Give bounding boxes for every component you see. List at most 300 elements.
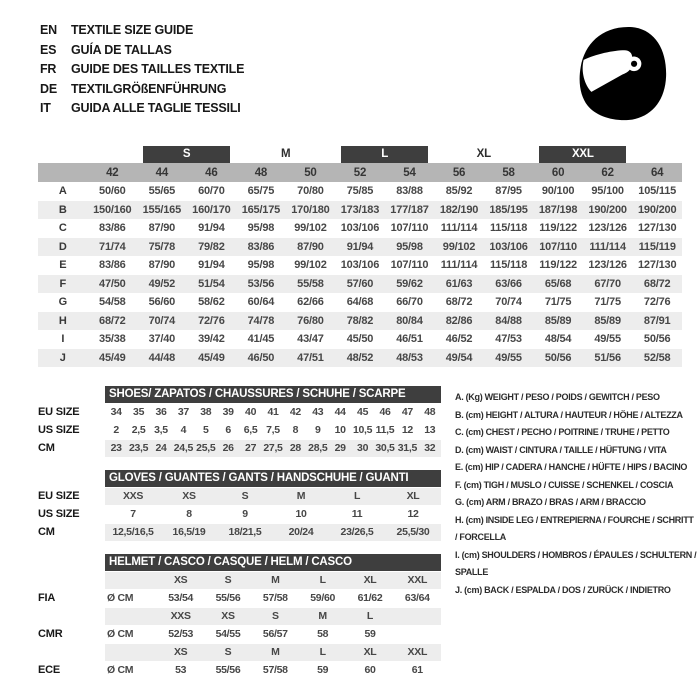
size-value: 54/58 bbox=[99, 296, 126, 309]
spacer-cell bbox=[105, 644, 157, 661]
size-value: 42 bbox=[289, 406, 301, 418]
size-value: 87/95 bbox=[495, 185, 522, 198]
row-letter: A bbox=[58, 185, 67, 198]
row-letter: C bbox=[58, 222, 67, 235]
size-value: 48/53 bbox=[385, 349, 435, 368]
language-title: TEXTILE SIZE GUIDE bbox=[71, 23, 194, 37]
size-value: 6,5 bbox=[243, 424, 258, 436]
language-code: IT bbox=[40, 101, 51, 115]
language-code: ES bbox=[40, 42, 57, 57]
helmet-size-label: XS bbox=[221, 610, 235, 622]
helmet-size-label: XXL bbox=[407, 646, 428, 658]
size-value: 49/55 bbox=[484, 349, 534, 368]
size-value: 185/195 bbox=[484, 201, 534, 220]
size-value: 16,5/19 bbox=[172, 526, 206, 538]
textile-size-table bbox=[38, 145, 682, 367]
size-value: 51/56 bbox=[583, 349, 633, 368]
helmet-size-label: XL bbox=[363, 574, 377, 586]
size-value: 10 bbox=[334, 424, 346, 436]
size-value: 75/78 bbox=[137, 238, 187, 257]
size-group-l: L bbox=[341, 146, 428, 163]
size-value: 43 bbox=[312, 406, 324, 418]
size-column-header: 60 bbox=[533, 163, 583, 182]
size-value: 82/86 bbox=[434, 312, 484, 331]
size-value: 71/74 bbox=[88, 238, 138, 257]
size-value: 160/170 bbox=[187, 201, 237, 220]
helmet-value-row-cmr bbox=[38, 626, 442, 643]
size-value: 2 bbox=[113, 424, 119, 436]
size-value: 57/58 bbox=[262, 664, 288, 676]
size-value: 50/60 bbox=[99, 185, 126, 198]
row-letter: I bbox=[61, 333, 65, 346]
unit-label: Ø CM bbox=[107, 592, 134, 604]
gloves-section-row bbox=[38, 506, 442, 523]
size-value: 40 bbox=[245, 406, 257, 418]
size-value: 111/114 bbox=[583, 238, 633, 257]
helmet-size-label: L bbox=[366, 610, 374, 622]
size-value: 105/115 bbox=[638, 185, 677, 198]
size-value: 48 bbox=[424, 406, 436, 418]
size-value: 24,5 bbox=[173, 442, 194, 454]
size-value: 28 bbox=[289, 442, 301, 454]
size-value: 18/21,5 bbox=[228, 526, 262, 538]
legend-item: H. (cm) INSIDE LEG / ENTREPIERNA / FOURCHE / SCHRITT / FORCELLA bbox=[455, 514, 694, 542]
size-value: 115/119 bbox=[632, 238, 682, 257]
size-value: 155/165 bbox=[137, 201, 187, 220]
helmet-size-label: XXS bbox=[170, 610, 191, 622]
gloves-section bbox=[38, 470, 442, 541]
size-value: 60 bbox=[364, 664, 376, 676]
row-letter: G bbox=[58, 296, 67, 309]
size-value: 74/78 bbox=[236, 312, 286, 331]
size-value: 70/74 bbox=[495, 296, 522, 309]
row-label: EU SIZE bbox=[38, 406, 80, 418]
size-value: 45/49 bbox=[187, 349, 237, 368]
size-column-header: 44 bbox=[137, 163, 187, 182]
size-value: 187/198 bbox=[533, 201, 583, 220]
size-value: 85/92 bbox=[445, 185, 473, 198]
size-value: 34 bbox=[110, 406, 122, 418]
size-value: 59/62 bbox=[385, 275, 435, 294]
unit-label: Ø CM bbox=[107, 628, 134, 640]
size-value: 39/42 bbox=[198, 333, 225, 346]
size-value: 12,5/16,5 bbox=[112, 526, 154, 538]
size-value: 46 bbox=[379, 406, 391, 418]
size-value: 41/45 bbox=[247, 333, 275, 346]
size-value: 36 bbox=[155, 406, 167, 418]
size-value: 25,5/30 bbox=[396, 526, 430, 538]
size-value: 62/66 bbox=[297, 296, 324, 309]
measure-row-h bbox=[38, 312, 682, 331]
size-value: 67/70 bbox=[583, 275, 633, 294]
size-column-header: 56 bbox=[434, 163, 484, 182]
size-value: 79/82 bbox=[187, 238, 237, 257]
size-value: 59 bbox=[317, 664, 329, 676]
size-value: 26 bbox=[222, 442, 234, 454]
size-value: S bbox=[241, 490, 249, 502]
legend-item: G. (cm) ARM / BRAZO / BRAS / ARM / BRACCIO bbox=[455, 497, 646, 507]
size-value: 55/65 bbox=[148, 185, 176, 198]
size-value: 6 bbox=[225, 424, 231, 436]
size-value: 53 bbox=[175, 664, 187, 676]
size-value: 68/72 bbox=[445, 296, 473, 309]
size-value: 52/58 bbox=[632, 349, 682, 368]
measure-row-c bbox=[38, 219, 682, 238]
size-value: 20/24 bbox=[288, 526, 314, 538]
row-letter: D bbox=[38, 238, 88, 257]
size-value: 56/57 bbox=[262, 628, 288, 640]
size-value: 107/110 bbox=[390, 222, 429, 235]
size-value: 72/76 bbox=[187, 312, 237, 331]
measure-row-d bbox=[38, 238, 682, 257]
size-value: 10 bbox=[295, 508, 307, 520]
size-value: 46/52 bbox=[445, 333, 473, 346]
size-value: 49/55 bbox=[594, 333, 621, 346]
size-value: 65/68 bbox=[533, 275, 583, 294]
size-value: 57/58 bbox=[262, 592, 288, 604]
size-value: 95/100 bbox=[591, 185, 624, 198]
size-value: 7,5 bbox=[266, 424, 280, 436]
size-value: 47/51 bbox=[286, 349, 336, 368]
size-value: 68/72 bbox=[632, 275, 682, 294]
size-value: 71/75 bbox=[594, 296, 621, 309]
size-value: 91/94 bbox=[198, 259, 225, 272]
size-value: 4 bbox=[180, 424, 187, 436]
size-value: 190/200 bbox=[583, 201, 633, 220]
size-value: 83/86 bbox=[99, 259, 126, 272]
helmet-size-label: M bbox=[271, 646, 280, 658]
spacer-cell bbox=[105, 608, 157, 625]
measure-row-i bbox=[38, 330, 682, 349]
size-value: 51/54 bbox=[187, 275, 237, 294]
size-value: 23,5 bbox=[128, 442, 149, 454]
size-value: 91/94 bbox=[335, 238, 385, 257]
size-value: 111/114 bbox=[440, 222, 478, 235]
size-value: 80/84 bbox=[385, 312, 435, 331]
size-value: 78/82 bbox=[335, 312, 385, 331]
size-value: 32 bbox=[424, 442, 436, 454]
size-value: 58 bbox=[317, 628, 329, 640]
size-value: 115/118 bbox=[489, 222, 528, 235]
size-value: 103/106 bbox=[340, 259, 380, 272]
size-column-header: 54 bbox=[385, 163, 435, 182]
size-value: 60/70 bbox=[198, 185, 225, 198]
helmet-size-row bbox=[38, 608, 442, 625]
spacer-cell bbox=[38, 163, 88, 182]
size-value: 63/66 bbox=[484, 275, 534, 294]
gloves-title-bar: GLOVES / GUANTES / GANTS / HANDSCHUHE / GUANTI bbox=[105, 470, 441, 487]
size-value: 50/56 bbox=[643, 333, 671, 346]
size-value: 9 bbox=[242, 508, 248, 520]
size-group-xl: XL bbox=[476, 147, 491, 160]
shoes-title-bar: SHOES/ ZAPATOS / CHAUSSURES / SCHUHE / SCARPE bbox=[105, 386, 441, 403]
size-value: 119/122 bbox=[539, 222, 577, 235]
size-value: 55/56 bbox=[215, 664, 241, 676]
size-value: L bbox=[353, 490, 361, 502]
legend-item: D. (cm) WAIST / CINTURA / TAILLE / HÜFTUNG / VITA bbox=[455, 444, 667, 455]
size-value: 43/47 bbox=[297, 333, 324, 346]
size-value: 55/58 bbox=[286, 275, 336, 294]
size-value: 8 bbox=[186, 508, 192, 520]
size-value: 52/53 bbox=[168, 628, 194, 640]
size-value: 84/88 bbox=[484, 312, 534, 331]
language-title: GUÍA DE TALLAS bbox=[71, 42, 172, 57]
helmet-section bbox=[38, 554, 442, 679]
shoes-section-row bbox=[38, 440, 442, 457]
size-value: 46/50 bbox=[236, 349, 286, 368]
size-value: 3,5 bbox=[154, 424, 168, 436]
row-label: US SIZE bbox=[38, 508, 80, 520]
size-value: 99/102 bbox=[294, 259, 327, 272]
size-value: 85/89 bbox=[583, 312, 633, 331]
size-value: 11 bbox=[351, 508, 363, 520]
row-label: CM bbox=[38, 442, 55, 454]
size-value: XL bbox=[406, 490, 420, 502]
size-value: 35/38 bbox=[99, 333, 126, 346]
size-value: 45 bbox=[357, 406, 369, 418]
size-value: 39 bbox=[222, 406, 234, 418]
size-value: 63/64 bbox=[404, 592, 430, 604]
size-column-header: 42 bbox=[88, 163, 138, 182]
row-label: EU SIZE bbox=[38, 490, 80, 502]
size-value: 87/90 bbox=[286, 238, 336, 257]
language-title-list bbox=[40, 21, 244, 119]
size-value: 57/60 bbox=[335, 275, 385, 294]
size-value: 70/74 bbox=[137, 312, 187, 331]
helmet-size-label: XL bbox=[363, 646, 377, 658]
size-value: 13 bbox=[424, 424, 436, 436]
row-label: US SIZE bbox=[38, 424, 80, 436]
size-value: 27,5 bbox=[263, 442, 283, 454]
racing-helmet-icon bbox=[572, 23, 669, 124]
size-value: 45/50 bbox=[346, 333, 374, 346]
size-group-s: S bbox=[143, 146, 230, 163]
size-value: 115/118 bbox=[489, 259, 528, 272]
shoes-section-row bbox=[38, 422, 442, 439]
size-value: 12 bbox=[401, 424, 413, 436]
helmet-size-label: XS bbox=[173, 574, 188, 586]
helmet-size-label: M bbox=[318, 610, 327, 622]
size-value: 119/122 bbox=[539, 259, 577, 272]
size-value: 53/54 bbox=[168, 592, 194, 604]
spacer bbox=[38, 386, 105, 403]
legend-item: A. (Kg) WEIGHT / PESO / POIDS / GEWITCH / PESO bbox=[455, 392, 660, 402]
size-value: 60/64 bbox=[247, 296, 275, 309]
helmet-size-label bbox=[394, 608, 441, 625]
size-value: 47/50 bbox=[88, 275, 138, 294]
size-group-xxl: XXL bbox=[539, 146, 626, 163]
size-value: 173/183 bbox=[335, 201, 385, 220]
measure-row-a bbox=[38, 182, 682, 201]
size-group-m: M bbox=[280, 147, 291, 160]
size-value: 75/85 bbox=[346, 185, 374, 198]
measure-row-j bbox=[38, 349, 682, 368]
size-value: 87/91 bbox=[632, 312, 682, 331]
size-value: 35 bbox=[133, 406, 145, 418]
helmet-size-row bbox=[38, 644, 442, 661]
size-value: 61/63 bbox=[434, 275, 484, 294]
size-value: 95/98 bbox=[247, 222, 275, 235]
language-title: TEXTILGRÖßENFÜHRUNG bbox=[71, 81, 227, 96]
size-value: 50/56 bbox=[533, 349, 583, 368]
size-value: 99/102 bbox=[294, 222, 327, 235]
measure-row-e bbox=[38, 256, 682, 275]
size-group-row bbox=[38, 145, 682, 163]
certification-label: ECE bbox=[38, 664, 61, 676]
row-letter: E bbox=[59, 259, 67, 272]
certification-label: FIA bbox=[38, 592, 56, 604]
size-value: 10,5 bbox=[352, 424, 373, 436]
language-line bbox=[40, 99, 244, 119]
row-letter: H bbox=[38, 312, 88, 331]
size-value: 59/60 bbox=[310, 592, 336, 604]
size-value: 46/51 bbox=[396, 333, 423, 346]
size-value: M bbox=[296, 490, 306, 502]
language-title: GUIDE DES TAILLES TEXTILE bbox=[71, 62, 245, 76]
size-value: 107/110 bbox=[390, 259, 429, 272]
size-value: 177/187 bbox=[385, 201, 435, 220]
size-value: 37 bbox=[177, 406, 189, 418]
language-line bbox=[40, 80, 244, 100]
size-value: 83/88 bbox=[396, 185, 423, 198]
size-value: 49/52 bbox=[137, 275, 187, 294]
size-value: 99/102 bbox=[434, 238, 484, 257]
helmet-size-row bbox=[38, 572, 442, 589]
unit-label: Ø CM bbox=[107, 664, 134, 676]
measure-row-f bbox=[38, 275, 682, 294]
size-value: 54/55 bbox=[215, 628, 241, 640]
size-value: 29 bbox=[334, 442, 346, 454]
helmet-value-row-ece bbox=[38, 662, 442, 679]
size-value: 76/80 bbox=[286, 312, 336, 331]
helmet-size-label: L bbox=[319, 574, 326, 586]
size-value: 56/60 bbox=[148, 296, 176, 309]
size-value: 41 bbox=[267, 406, 279, 418]
size-column-header: 50 bbox=[286, 163, 336, 182]
size-value: 23/26,5 bbox=[340, 526, 374, 538]
helmet-size-label: S bbox=[271, 610, 279, 622]
size-value: 59 bbox=[364, 628, 376, 640]
size-value: 170/180 bbox=[286, 201, 336, 220]
size-value: 95/98 bbox=[385, 238, 435, 257]
size-value: 66/70 bbox=[396, 296, 423, 309]
certification-label: CMR bbox=[38, 628, 63, 640]
size-value: 27 bbox=[245, 442, 257, 454]
size-value: 91/94 bbox=[198, 222, 225, 235]
size-value: 44 bbox=[334, 406, 346, 418]
helmet-size-label: L bbox=[319, 646, 326, 658]
size-value: 190/200 bbox=[632, 201, 682, 220]
shoes-section-row bbox=[38, 404, 442, 421]
spacer bbox=[38, 470, 105, 487]
helmet-size-label: S bbox=[224, 574, 232, 586]
size-column-header: 58 bbox=[484, 163, 534, 182]
size-value bbox=[394, 626, 441, 643]
size-value: 68/72 bbox=[88, 312, 138, 331]
size-value: 58/62 bbox=[198, 296, 225, 309]
spacer-cell bbox=[38, 145, 137, 163]
size-value: 165/175 bbox=[236, 201, 286, 220]
size-number-row bbox=[38, 163, 682, 182]
size-value: 23 bbox=[110, 442, 122, 454]
measure-row-b bbox=[38, 201, 682, 220]
size-value: 107/110 bbox=[533, 238, 583, 257]
footwear-accessory-tables bbox=[38, 386, 442, 692]
size-value: 5 bbox=[203, 424, 209, 436]
size-value: 64/68 bbox=[346, 296, 374, 309]
size-column-header: 52 bbox=[335, 163, 385, 182]
size-value: 38 bbox=[200, 406, 212, 418]
helmet-size-label: XXL bbox=[407, 574, 428, 586]
size-value: 25,5 bbox=[196, 442, 216, 454]
size-value: 8 bbox=[292, 424, 299, 436]
size-value: 44/48 bbox=[137, 349, 187, 368]
size-value: 87/90 bbox=[148, 222, 176, 235]
size-column-header: 48 bbox=[236, 163, 286, 182]
size-value: 83/86 bbox=[99, 222, 126, 235]
size-value: 103/106 bbox=[484, 238, 534, 257]
language-code: DE bbox=[40, 81, 57, 96]
row-letter: F bbox=[38, 275, 88, 294]
size-value: XXS bbox=[122, 490, 144, 502]
size-value: 31,5 bbox=[397, 442, 418, 454]
size-value: 127/130 bbox=[638, 222, 677, 235]
language-line bbox=[40, 41, 244, 61]
size-value: 103/106 bbox=[340, 222, 380, 235]
helmet-size-label: M bbox=[271, 574, 280, 586]
size-value: 11,5 bbox=[375, 424, 395, 436]
size-value: 47/53 bbox=[495, 333, 522, 346]
spacer bbox=[38, 608, 105, 625]
language-line bbox=[40, 21, 244, 41]
legend-item: F. (cm) TIGH / MUSLO / CUISSE / SCHENKEL / COSCIA bbox=[455, 479, 674, 490]
size-value: 150/160 bbox=[88, 201, 138, 220]
size-value: 28,5 bbox=[308, 442, 328, 454]
language-line bbox=[40, 60, 244, 80]
size-value: XS bbox=[182, 490, 196, 502]
language-code: FR bbox=[40, 62, 57, 76]
size-value: 87/90 bbox=[148, 259, 176, 272]
legend-item: C. (cm) CHEST / PECHO / POITRINE / TRUHE / PETTO bbox=[455, 427, 670, 437]
size-column-header: 46 bbox=[187, 163, 237, 182]
helmet-size-label: S bbox=[224, 646, 232, 658]
spacer bbox=[38, 644, 105, 661]
row-letter: J bbox=[38, 349, 88, 368]
size-value: 70/80 bbox=[297, 185, 324, 198]
legend-item: J. (cm) BACK / ESPALDA / DOS / ZURÜCK / INDIETRO bbox=[455, 584, 671, 595]
size-value: 12 bbox=[407, 508, 419, 520]
size-value: 83/86 bbox=[236, 238, 286, 257]
spacer bbox=[38, 572, 105, 589]
size-value: 182/190 bbox=[434, 201, 484, 220]
size-column-header: 62 bbox=[583, 163, 633, 182]
size-value: 49/54 bbox=[434, 349, 484, 368]
size-value: 7 bbox=[130, 508, 136, 520]
size-value: 37/40 bbox=[148, 333, 176, 346]
size-value: 71/75 bbox=[544, 296, 572, 309]
legend-item: I. (cm) SHOULDERS / HOMBROS / ÉPAULES / SCHULTERN / SPALLE bbox=[455, 549, 697, 577]
size-value: 85/89 bbox=[533, 312, 583, 331]
gloves-section-row bbox=[38, 488, 442, 505]
spacer-cell bbox=[105, 572, 157, 589]
size-value: 111/114 bbox=[440, 259, 478, 272]
language-code: EN bbox=[40, 23, 57, 37]
size-value: 53/56 bbox=[236, 275, 286, 294]
spacer bbox=[38, 554, 105, 571]
helmet-size-label: XS bbox=[173, 646, 188, 658]
size-column-header: 64 bbox=[632, 163, 682, 182]
gloves-section-row bbox=[38, 524, 442, 541]
